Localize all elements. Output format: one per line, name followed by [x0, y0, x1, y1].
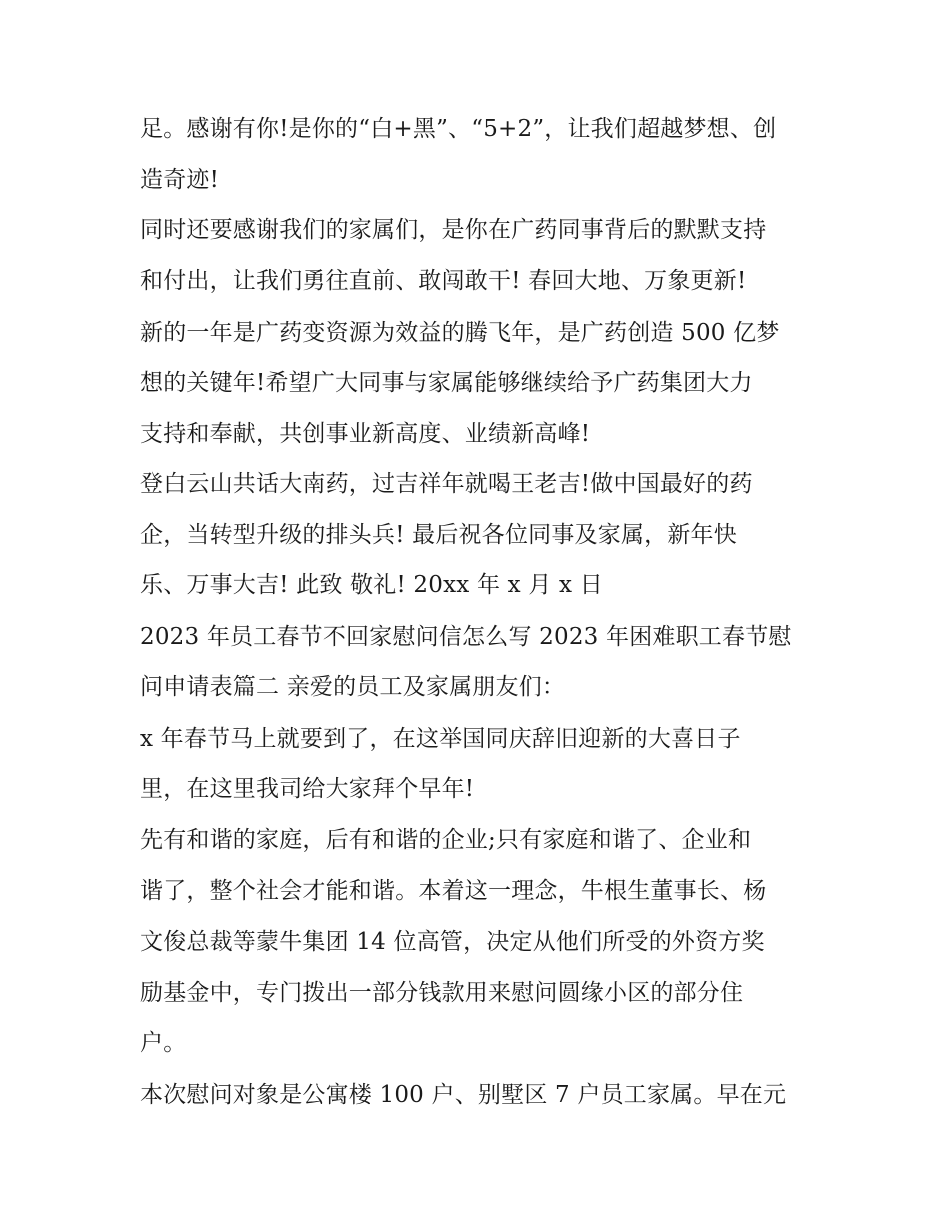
text-line: 问申请表篇二 亲爱的员工及家属朋友们：	[140, 674, 566, 700]
text-line: 文俊总裁等蒙牛集团 14 位高管，决定从他们所受的外资方奖	[140, 929, 765, 955]
text-line: 造奇迹!	[140, 167, 220, 193]
text-line: 想的关键年!希望广大同事与家属能够继续给予广药集团大力	[140, 370, 753, 396]
text-line: 户。	[140, 1030, 187, 1056]
text-line: 足。感谢有你!是你的“白+黑”、“5+2”，让我们超越梦想、创	[140, 116, 777, 142]
text-line: 先有和谐的家庭，后有和谐的企业;只有家庭和谐了、企业和	[140, 827, 752, 853]
text-line: 支持和奉献，共创事业新高度、业绩新高峰!	[140, 421, 591, 447]
text-line: 登白云山共话大南药，过吉祥年就喝王老吉!做中国最好的药	[140, 471, 753, 497]
text-line: 新的一年是广药变资源为效益的腾飞年，是广药创造 500 亿梦	[140, 320, 780, 346]
text-line: 企，当转型升级的排头兵! 最后祝各位同事及家属，新年快	[140, 522, 737, 548]
text-line: 2023 年员工春节不回家慰问信怎么写 2023 年困难职工春节慰	[140, 624, 792, 650]
text-line: 同时还要感谢我们的家属们，是你在广药同事背后的默默支持	[140, 217, 767, 243]
text-line: 本次慰问对象是公寓楼 100 户、别墅区 7 户员工家属。早在元	[140, 1082, 787, 1108]
text-line: x 年春节马上就要到了，在这举国同庆辞旧迎新的大喜日子	[140, 726, 741, 752]
text-line: 和付出，让我们勇往直前、敢闯敢干! 春回大地、万象更新!	[140, 268, 747, 294]
text-line: 里，在这里我司给大家拜个早年!	[140, 776, 475, 802]
text-line: 乐、万事大吉! 此致 敬礼! 20xx 年 x 月 x 日	[140, 572, 603, 598]
text-line: 励基金中，专门拨出一部分钱款用来慰问圆缘小区的部分住	[140, 980, 744, 1006]
text-line: 谐了，整个社会才能和谐。本着这一理念，牛根生董事长、杨	[140, 878, 767, 904]
